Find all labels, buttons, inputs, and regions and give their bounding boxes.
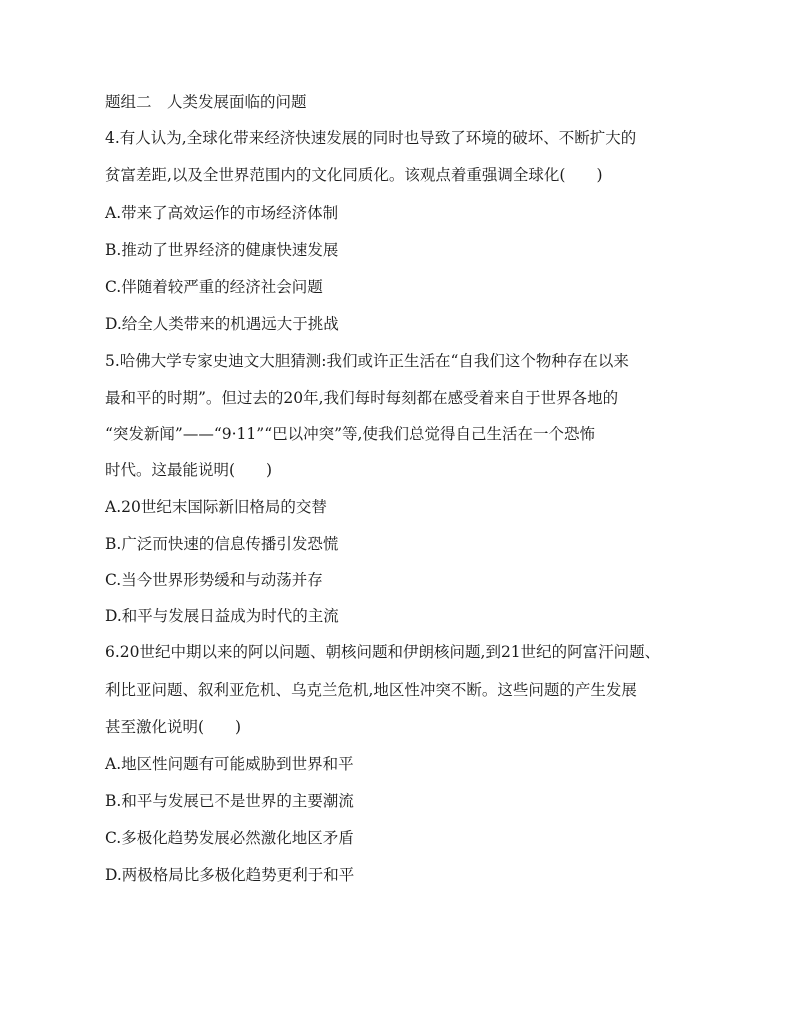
question-6-stem-line-3: 甚至激化说明( ) — [105, 718, 242, 736]
question-4-option-d: D.给全人类带来的机遇远大于挑战 — [105, 315, 339, 333]
question-4-stem-line-2: 贫富差距,以及全世界范围内的文化同质化。该观点着重强调全球化( ) — [105, 166, 603, 184]
question-5-option-a: A.20世纪末国际新旧格局的交替 — [105, 498, 327, 516]
question-6-option-b: B.和平与发展已不是世界的主要潮流 — [105, 792, 354, 810]
question-4-option-a: A.带来了高效运作的市场经济体制 — [105, 204, 339, 222]
question-6-stem-line-2: 利比亚问题、叙利亚危机、乌克兰危机,地区性冲突不断。这些问题的产生发展 — [105, 681, 637, 699]
question-6-option-a: A.地区性问题有可能威胁到世界和平 — [105, 755, 354, 773]
question-4-option-c: C.伴随着较严重的经济社会问题 — [105, 278, 323, 296]
question-5-stem-line-1: 5.哈佛大学专家史迪文大胆猜测:我们或许正生活在“自我们这个物种存在以来 — [105, 352, 629, 370]
question-5-stem-line-3: “突发新闻”——“9·11”“巴以冲突”等,使我们总觉得自己生活在一个恐怖 — [105, 425, 595, 443]
question-5-option-c: C.当今世界形势缓和与动荡并存 — [105, 571, 323, 589]
question-6-option-d: D.两极格局比多极化趋势更利于和平 — [105, 866, 355, 884]
question-5-stem-line-2: 最和平的时期”。但过去的20年,我们每时每刻都在感受着来自于世界各地的 — [105, 389, 619, 407]
question-5-stem-line-4: 时代。这最能说明( ) — [105, 461, 273, 479]
question-5-option-b: B.广泛而快速的信息传播引发恐慌 — [105, 535, 339, 553]
section-title: 题组二 人类发展面临的问题 — [105, 93, 307, 111]
question-6-stem-line-1: 6.20世纪中期以来的阿以问题、朝核问题和伊朗核问题,到21世纪的阿富汗问题、 — [105, 643, 661, 661]
question-4-option-b: B.推动了世界经济的健康快速发展 — [105, 241, 339, 259]
question-4-stem-line-1: 4.有人认为,全球化带来经济快速发展的同时也导致了环境的破坏、不断扩大的 — [105, 129, 637, 147]
question-6-option-c: C.多极化趋势发展必然激化地区矛盾 — [105, 829, 354, 847]
question-5-option-d: D.和平与发展日益成为时代的主流 — [105, 607, 339, 625]
